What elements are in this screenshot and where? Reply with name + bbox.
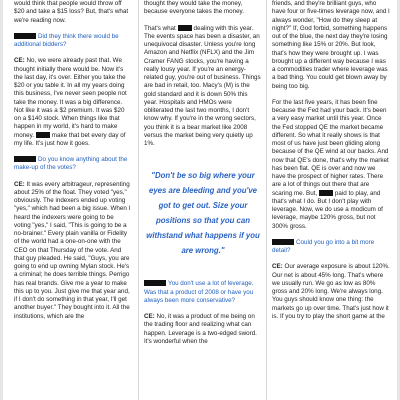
text-column-3 (272, 0, 390, 329)
interview-question (14, 33, 132, 50)
redacted-name (178, 25, 192, 31)
column-divider (138, 0, 139, 400)
speaker-label: CE: (14, 57, 25, 65)
paragraph-text: That's what (144, 24, 176, 32)
question-text: Did they think there would be additional bidders? (14, 32, 119, 48)
question-text: Could you go into a bit more detail? (272, 238, 375, 254)
pull-quote: "Don't be so big where your eyes are bleeding and you've got to get out. Size your positions so that you can withstand what happens if you are wrong." (146, 171, 260, 256)
redacted-name (144, 280, 166, 286)
redacted-name (36, 132, 50, 138)
answer-text: No, we were already past that. We thought initially there would be. Now it's the last day, it's over. Either you take the $20 or you table it. In all my years doing this business, I've never seen people not take the money. It was a big difference. Not like it was a $2 premium. It was $20 on a $140 stock. When things like that happen in my world, it's hard to make money. (14, 57, 127, 139)
text-column-2 (144, 0, 262, 354)
interview-answer (272, 263, 390, 321)
interview-question (272, 239, 390, 256)
answer-text: It was every arbitrageur, representing about 25% of the float. They voted "yes," obviously. The indexers ended up voting "yes," which had been a big issue. When I heard the indexers were going to be voting "yes," I said, "This is going to be a no-brainer." Every plain vanilla or Fidelity of the world had a one-on-one with the CEO on that Thursday of the vote. And that guy pleaded. He said, "Guys, you are going to end up owning Mylan stock. He's a criminal; he does terrible things. Perrigo has real brands. Give me a year to make this up to you. Just give me that year and, if I don't do something in that year, I'll get another buyer." They bought into it. All the institutions, which are the (14, 180, 131, 320)
redacted-name (14, 33, 36, 39)
answer-text: make that bet every day of my life. It's just how it goes. (14, 131, 126, 147)
speaker-label: CE: (144, 313, 155, 320)
interview-answer (14, 57, 132, 148)
paragraph: thought they would take the money, because everyone takes the money. (144, 0, 244, 16)
question-text: You don't use a lot of leverage. Was that a product of 2008 or have you always been more conservative? (144, 280, 254, 304)
text-column-1 (14, 0, 132, 329)
answer-text: Our average exposure is about 120%. Our net is about 45% long. That's where we usually run. We go as low as 80% gross and 20% long. We're always long. You guys should know one thing: the markets go up over time. That's just how it is. If you try to play the short game at the (272, 263, 390, 320)
interview-answer (144, 313, 262, 346)
paragraph-text: dealing with this year. The events space has been a disaster, an unequivocal disaster. Unless you're long Amazon and Netflix (NFLX) and the Jim Cramer FANG stocks, you're having a really lousy year. If you're an energy-related guy, you're out of business. Things are bad in retail, too. Macy's (M) is the gold standard and it is down 50% this year. Hospitals and HMOs were obliterated the last two months, I don't know why. If you're in the wrong sectors, you think it is a bear market like 2008 versus the market being very quietly up 1%. (144, 24, 261, 147)
paragraph (272, 99, 390, 231)
speaker-label: CE: (272, 263, 283, 271)
interview-question (14, 156, 132, 173)
question-text: Do you know anything about the make-up of the votes? (14, 156, 128, 172)
answer-text: No, it was a product of me being on the trading floor and realizing what can happen. Leverage is a two-edged sword. It's wonderful when the (144, 313, 257, 345)
redacted-name (319, 190, 333, 196)
speaker-label: CE: (14, 180, 25, 188)
paragraph (144, 25, 262, 149)
interview-answer (14, 181, 132, 321)
paragraph: friends, and they're brilliant guys, who have four or five-times leverage now, and I always wonder, "How do they sleep at night?" If, God forbid, something happens out of the blue, the next day they're losing something like 15% or 20%. But look, that's how they were brought up. I was brought up a different way because I was a commodities trader where leverage was a bad thing. You could get blown away by being too big. (272, 0, 390, 90)
paragraph-text: For the last five years, it has been fine because the Fed had your back. It's been a very easy market until this year. Once the Fed stopped QE the market became different. So what it really shows is that most of us have just been gliding along because of the QE wind at our backs. And now that QE's done, that's why the market has been flat. QE is over and now we have the prospect of higher rates. There are a lot of things out there that are scaring me. But, (272, 98, 389, 197)
redacted-name (272, 239, 294, 245)
column-divider (266, 0, 267, 400)
paragraph: would think that people would throw off $20 and take a $15 loss? But, that's what we're reading now. (14, 0, 129, 24)
paragraph-text: paid to play, and that's what I do. But I don't play with leverage. Now, we do use a modicum of leverage, maybe 120% gross, but not 300% gross. (272, 189, 383, 230)
left-page-edge (0, 0, 3, 400)
interview-question (144, 280, 262, 305)
redacted-name (14, 156, 36, 162)
